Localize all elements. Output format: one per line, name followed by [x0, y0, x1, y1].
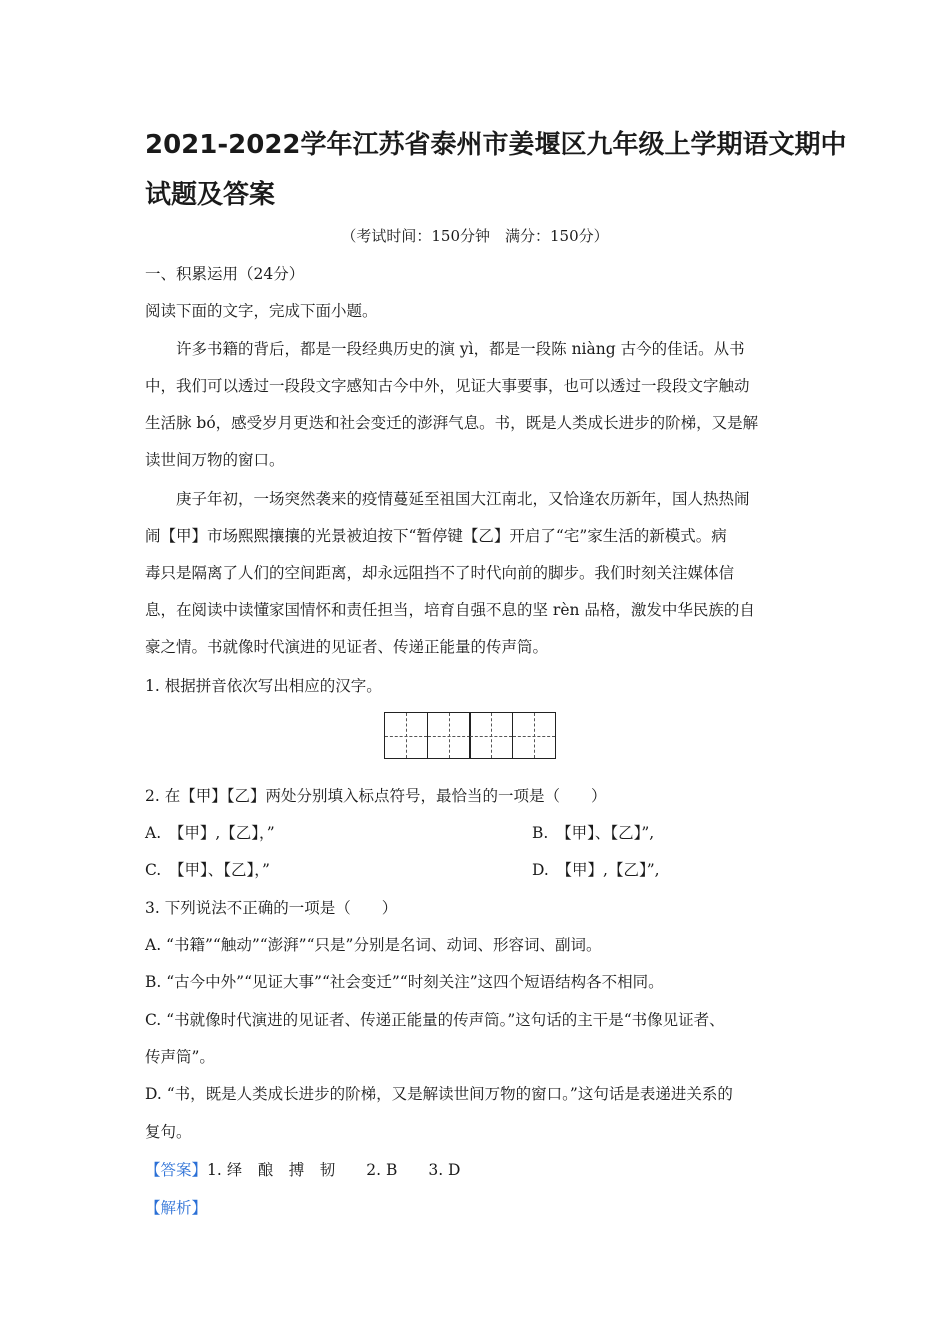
q3-option-d-cont: 复句。 [145, 1123, 192, 1141]
answer-label: 【答案】 [145, 1161, 208, 1179]
passage-line: 闹【甲】市场熙熙攘攘的光景被迫按下“暂停键【乙】开启了“宅”家生活的新模式。病 [145, 527, 727, 545]
question-3: 3. 下列说法不正确的一项是（ ） [145, 899, 398, 917]
question-1: 1. 根据拼音依次写出相应的汉字。 [145, 677, 382, 695]
answer-row [145, 1158, 460, 1180]
q3-option-c-cont: 传声筒”。 [145, 1048, 215, 1066]
passage-line: 生活脉 bó，感受岁月更迭和社会变迁的澎湃气息。书，既是人类成长进步的阶梯，又是解 [145, 414, 759, 432]
q2-option-a: A. 【甲】,【乙】，” [145, 824, 275, 842]
passage-line: 读世间万物的窗口。 [145, 451, 285, 469]
answer-box[interactable] [384, 712, 428, 759]
passage-line: 豪之情。书就像时代演进的见证者、传递正能量的传声筒。 [145, 638, 549, 656]
exam-info: （考试时间：150分钟 满分：150分） [341, 227, 609, 245]
question-2: 2. 在【甲】【乙】两处分别填入标点符号，最恰当的一项是（ ） [145, 787, 607, 805]
passage-line: 毒只是隔离了人们的空间距离，却永远阻挡不了时代向前的脚步。我们时刻关注媒体信 [145, 564, 735, 582]
passage-line: 许多书籍的背后，都是一段经典历史的演 yì，都是一段陈 niàng 古今的佳话。从书 [176, 340, 745, 358]
passage-line: 庚子年初，一场突然袭来的疫情蔓延至祖国大江南北，又恰逢农历新年，国人热热闹 [176, 490, 750, 508]
q3-option-a: A. “书籍”“触动”“澎湃”“只是”分别是名词、动词、形容词、副词。 [145, 936, 602, 954]
passage-line: 中，我们可以透过一段段文字感知古今中外，见证大事要事，也可以透过一段段文字触动 [145, 377, 750, 395]
q3-option-c: C. “书就像时代演进的见证者、传递正能量的传声筒。”这句话的主干是“书像见证者、 [145, 1011, 725, 1029]
answer-box[interactable] [427, 712, 471, 759]
instruction-text: 阅读下面的文字，完成下面小题。 [145, 302, 378, 320]
q2-option-c: C. 【甲】、【乙】，” [145, 861, 270, 879]
q2-option-d: D. 【甲】,【乙】”, [532, 861, 660, 879]
q2-option-b: B. 【甲】、【乙】”, [532, 824, 655, 842]
section-heading: 一、积累运用（24分） [145, 265, 305, 283]
page-title: 2021-2022学年江苏省泰州市姜堰区九年级上学期语文期中 [145, 130, 847, 160]
answer-text: 1. 绎 酿 搏 韧 2. B 3. D [207, 1161, 461, 1179]
analysis-label: 【解析】 [145, 1199, 208, 1217]
answer-box[interactable] [469, 712, 513, 759]
q3-option-b: B. “古今中外”“见证大事”“社会变迁”“时刻关注”这四个短语结构各不相同。 [145, 973, 664, 991]
page-title-line2: 试题及答案 [145, 180, 276, 210]
answer-grid [384, 712, 556, 759]
answer-box[interactable] [512, 712, 556, 759]
passage-line: 息，在阅读中读懂家国情怀和责任担当，培育自强不息的坚 rèn 品格，激发中华民族的自 [145, 601, 755, 619]
q3-option-d: D. “书，既是人类成长进步的阶梯，又是解读世间万物的窗口。”这句话是表递进关系的 [145, 1085, 733, 1103]
